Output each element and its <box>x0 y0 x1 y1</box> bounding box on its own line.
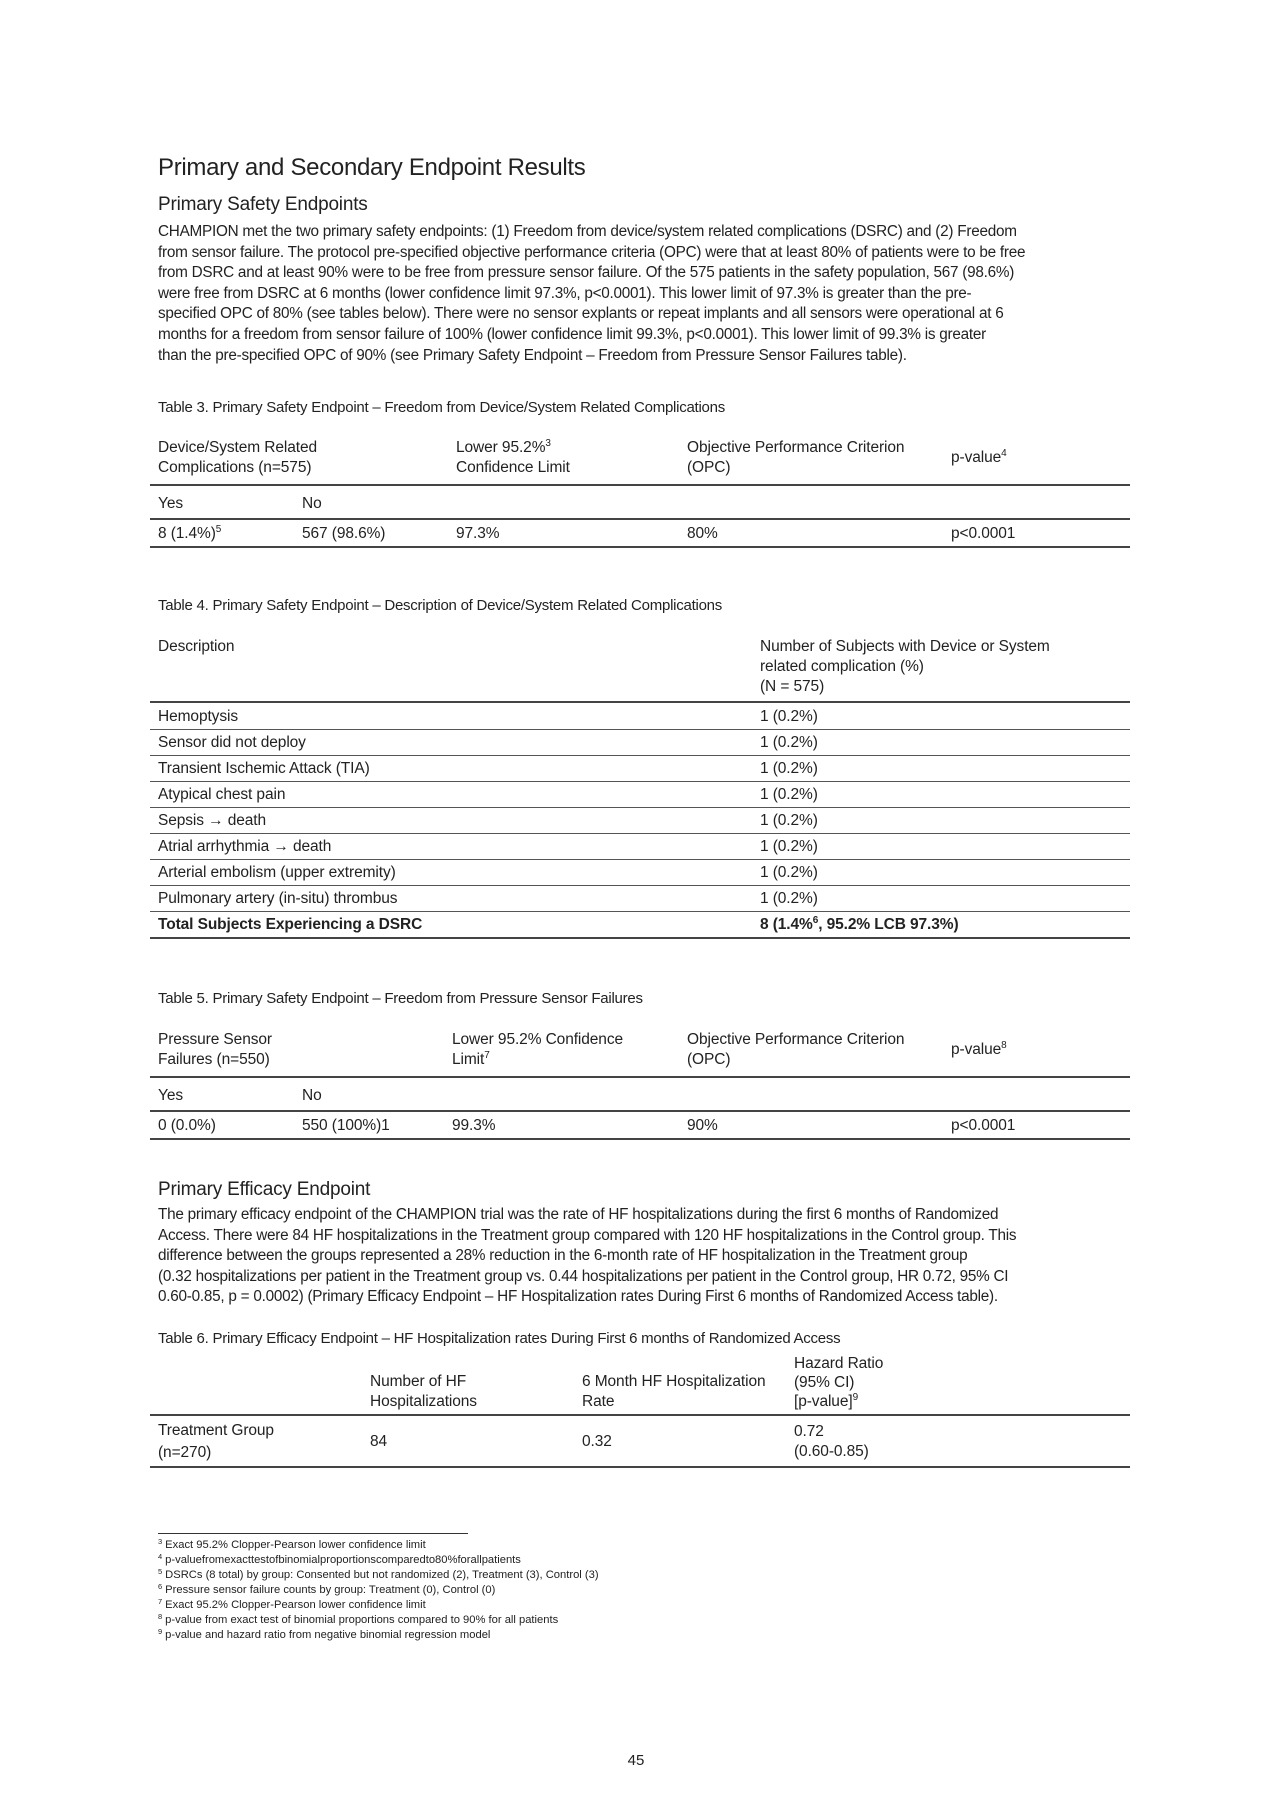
efficacy-paragraph-line: difference between the groups represented a 28% reduction in the 6-month rate of HF hospitalization in the Treatment group <box>158 1247 968 1265</box>
table4-row-count: 1 (0.2%) <box>760 812 818 829</box>
footnote-mark: 7 <box>158 1597 163 1606</box>
footnote-separator <box>158 1533 468 1534</box>
table5-caption: Table 5. Primary Safety Endpoint – Freedom from Pressure Sensor Failures <box>158 990 643 1007</box>
table6-cell-count: 84 <box>370 1433 388 1450</box>
table4-row-rule <box>150 807 1130 808</box>
table5-cell-no: 550 (100%)1 <box>302 1117 390 1134</box>
table3-subheader-yes: Yes <box>158 495 183 512</box>
page-number: 45 <box>627 1752 645 1769</box>
table5-rule <box>150 1110 1130 1112</box>
table4-caption: Table 4. Primary Safety Endpoint – Description of Device/System Related Complications <box>158 597 723 614</box>
footnote <box>158 1583 599 1598</box>
safety-paragraph-line: CHAMPION met the two primary safety endpoints: (1) Freedom from device/system related complications (DSRC) and (2) Freedom <box>158 223 1017 240</box>
table4-row-count: 1 (0.2%) <box>760 760 818 777</box>
table4-row-description: Hemoptysis <box>158 708 238 725</box>
table4-row-description: Sepsis → death <box>158 812 267 829</box>
efficacy-paragraph-line: 0.60-0.85, p = 0.0002) (Primary Efficacy Endpoint – HF Hospitalization rates During First 6 months of Randomized Access table). <box>158 1288 998 1306</box>
footnote <box>158 1628 599 1643</box>
safety-paragraph-line: from sensor failure. The protocol pre-specified objective performance criteria (OPC) were that at least 80% of patients were to be free <box>158 243 1026 261</box>
footnote <box>158 1553 599 1568</box>
table3-rule <box>150 484 1130 486</box>
table3-caption: Table 3. Primary Safety Endpoint – Freedom from Device/System Related Complications <box>158 399 725 416</box>
table5-subheader-no: No <box>302 1087 322 1104</box>
table6-caption: Table 6. Primary Efficacy Endpoint – HF Hospitalization rates During First 6 months of Randomized Access <box>158 1330 841 1347</box>
table5-header-lcl: Lower 95.2% Confidence Limit$^7$ <box>452 1031 623 1068</box>
table4-row-rule <box>150 911 1130 912</box>
footnote <box>158 1598 599 1613</box>
table6-rule <box>150 1466 1130 1468</box>
footnotes <box>158 1538 599 1643</box>
table4-row-count: 1 (0.2%) <box>760 890 818 907</box>
table4-row-description: Sensor did not deploy <box>158 734 306 751</box>
footnote <box>158 1613 599 1628</box>
table4-header-description: Description <box>158 638 235 655</box>
footnote-text: p-valuefromexacttestofbinomialproportionscomparedto80%forallpatients <box>165 1554 521 1566</box>
table3-rule <box>150 546 1130 548</box>
table4-row-count: 1 (0.2%) <box>760 734 818 751</box>
table3-cell-lcl: 97.3% <box>456 525 500 542</box>
table5-cell-lcl: 99.3% <box>452 1117 496 1134</box>
table4-rule <box>150 701 1130 703</box>
safety-paragraph-line: than the pre-specified OPC of 90% (see Primary Safety Endpoint – Freedom from Pressure Sensor Failures table). <box>158 346 907 364</box>
table4-row-rule <box>150 781 1130 782</box>
table6-header-hazard-ratio: Hazard Ratio (95% CI) [p-value]$^9$ <box>794 1355 884 1410</box>
efficacy-heading: Primary Efficacy Endpoint <box>158 1179 371 1200</box>
table4-row-description: Arterial embolism (upper extremity) <box>158 864 396 881</box>
table5-rule <box>150 1138 1130 1140</box>
safety-paragraph <box>158 222 1130 366</box>
table4-row-count: 1 (0.2%) <box>760 786 818 803</box>
table5-cell-opc: 90% <box>687 1117 718 1134</box>
table5-header-opc: Objective Performance Criterion (OPC) <box>687 1031 905 1068</box>
table6-cell-rate: 0.32 <box>582 1433 612 1450</box>
table4-row-description: Atypical chest pain <box>158 786 286 803</box>
table3-header-complications: Device/System Related Complications (n=575) <box>158 439 317 476</box>
table4-bottom-rule <box>150 937 1130 939</box>
table3-header-lcl: Lower 95.2%$^3$ Confidence Limit <box>456 438 570 476</box>
table4-row-rule <box>150 833 1130 834</box>
table4-row-rule <box>150 729 1130 730</box>
table4-row-description: Pulmonary artery (in-situ) thrombus <box>158 890 398 907</box>
safety-paragraph-line: from DSRC and at least 90% were to be free from pressure sensor failure. Of the 575 patients in the safety population, 567 (98.6%) <box>158 264 1015 282</box>
table4-row-rule <box>150 859 1130 860</box>
footnote-mark: 8 <box>158 1612 163 1621</box>
page-title: Primary and Secondary Endpoint Results <box>158 154 586 181</box>
safety-heading: Primary Safety Endpoints <box>158 194 368 215</box>
table5-cell-yes: 0 (0.0%) <box>158 1117 216 1134</box>
table3-cell-no: 567 (98.6%) <box>302 525 386 542</box>
table6-header-count: Number of HF Hospitalizations <box>370 1373 477 1410</box>
footnote-mark: 3 <box>158 1537 163 1546</box>
table4-total-description: Total Subjects Experiencing a DSRC <box>158 916 423 933</box>
table4-total-count: 8 (1.4%$^6$, 95.2% LCB 97.3%) <box>760 915 959 933</box>
safety-paragraph-line: specified OPC of 80% (see tables below). There were no sensor explants or repeat implants and all sensors were operational at 6 <box>158 305 1004 323</box>
table5-subheader-yes: Yes <box>158 1087 183 1104</box>
footnote-text: p-value from exact test of binomial proportions compared to 90% for all patients <box>165 1614 559 1626</box>
table4-row-description: Transient Ischemic Attack (TIA) <box>158 760 370 777</box>
table3-cell-yes: 8 $(1.4\%)^5$ <box>158 524 222 542</box>
footnote-mark: 5 <box>158 1567 163 1576</box>
footnote-text: Exact 95.2% Clopper-Pearson lower confidence limit <box>165 1599 426 1611</box>
table4-row-count: 1 (0.2%) <box>760 838 818 855</box>
footnote-text: Exact 95.2% Clopper-Pearson lower confidence limit <box>165 1539 426 1551</box>
table5-header-pvalue: p-value$^8$ <box>951 1040 1007 1058</box>
footnote-text: DSRCs (8 total) by group: Consented but not randomized (2), Treatment (3), Control (3) <box>165 1569 599 1581</box>
footnote-mark: 4 <box>158 1552 163 1561</box>
table3-header-opc: Objective Performance Criterion (OPC) <box>687 439 905 476</box>
table6-header-rate: 6 Month HF Hospitalization Rate <box>582 1373 766 1410</box>
table4-row-description: Atrial arrhythmia → death <box>158 838 332 855</box>
table3-rule <box>150 518 1130 520</box>
table4-row-count: 1 (0.2%) <box>760 708 818 725</box>
table4-header-count: Number of Subjects with Device or System related complication (%) (N = 575) <box>760 638 1050 695</box>
table3-cell-pvalue: p<0.0001 <box>951 525 1016 542</box>
table4-row-rule <box>150 755 1130 756</box>
footnote <box>158 1538 599 1553</box>
table5-header-failures: Pressure Sensor Failures (n=550) <box>158 1031 272 1068</box>
table4-row-rule <box>150 885 1130 886</box>
footnote-mark: 6 <box>158 1582 163 1591</box>
table3-subheader-no: No <box>302 495 322 512</box>
efficacy-paragraph <box>158 1205 1130 1308</box>
footnote-text: p-value and hazard ratio from negative binomial regression model <box>165 1629 491 1641</box>
table5-cell-pvalue: p<0.0001 <box>951 1117 1016 1134</box>
table6-cell-group: Treatment Group (n=270) <box>158 1422 274 1461</box>
safety-paragraph-line: months for a freedom from sensor failure of 100% (lower confidence limit 99.3%, p<0.0001). This lower limit of 99.3% is greater <box>158 325 986 343</box>
table3-header-pvalue: p-value$^4$ <box>951 448 1007 466</box>
table6-rule <box>150 1414 1130 1416</box>
table5-rule <box>150 1076 1130 1078</box>
table4-row-count: 1 (0.2%) <box>760 864 818 881</box>
efficacy-paragraph-line: (0.32 hospitalizations per patient in the Treatment group vs. 0.44 hospitalizations per patient in the Control group, HR 0.72, 95% CI <box>158 1267 1009 1285</box>
safety-paragraph-line: were free from DSRC at 6 months (lower confidence limit 97.3%, p<0.0001). This lower limit of 97.3% is greater than the pre- <box>158 284 972 302</box>
table3-cell-opc: 80% <box>687 525 718 542</box>
footnote-mark: 9 <box>158 1627 163 1636</box>
efficacy-paragraph-line: The primary efficacy endpoint of the CHAMPION trial was the rate of HF hospitalizations during the first 6 months of Randomized <box>158 1206 999 1223</box>
footnote <box>158 1568 599 1583</box>
efficacy-paragraph-line: Access. There were 84 HF hospitalizations in the Treatment group compared with 120 HF hospitalizations in the Control group. This <box>158 1226 1017 1244</box>
table6-cell-hazard-ratio: 0.72 (0.60-0.85) <box>794 1423 869 1460</box>
footnote-text: Pressure sensor failure counts by group: Treatment (0), Control (0) <box>165 1584 496 1596</box>
